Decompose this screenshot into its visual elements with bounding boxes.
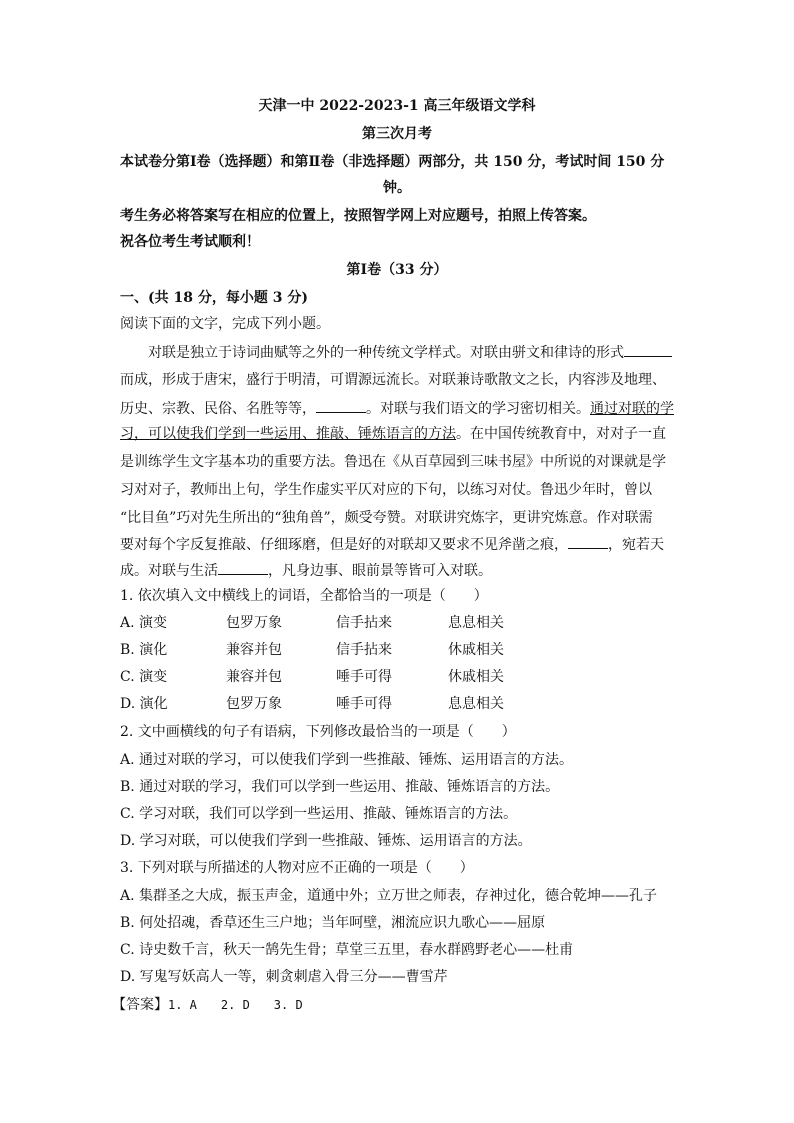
section-heading: 一、(共 18 分，每小题 3 分) xyxy=(120,290,308,306)
option-choice: A. 演变 xyxy=(120,615,168,631)
passage-line-4 xyxy=(120,424,666,444)
notice-line: 考生务必将答案写在相应的位置上，按照智学网上对应题号，拍照上传答案。 xyxy=(120,208,596,224)
question-3-option-b: B. 何处招魂，香草还生三户地；当年呵壁，湘流应识九歌心——屈原 xyxy=(120,915,546,931)
question-2-option-a: A. 通过对联的学习，可以使我们学到一些推敲、锤炼、运用语言的方法。 xyxy=(120,752,574,768)
option-word: 包罗万象 xyxy=(226,615,282,631)
answer-label: 【答案】 xyxy=(112,997,168,1013)
question-2-option-d: D. 学习对联，可以使我们学到一些推敲、锤炼、运用语言的方法。 xyxy=(120,833,532,849)
option-word: 包罗万象 xyxy=(226,696,282,712)
underlined-sentence-part-1: 通过对联的学 xyxy=(590,401,674,417)
question-1-stem: 1. 依次填入文中横线上的词语，全都恰当的一项是（ ） xyxy=(120,588,488,604)
question-2-stem: 2. 文中画横线的句子有语病，下列修改最恰当的一项是（ ） xyxy=(120,724,516,740)
passage-line-6: 习对对子，教师出上句，学生作虚实平仄对应的下句，以练习对仗。鲁迅少年时，曾以 xyxy=(120,482,652,498)
passage-text: 成。对联与生活 xyxy=(120,563,218,579)
answer-values: 1. A 2. D 3. D xyxy=(168,998,303,1012)
intro-line-2: 钟。 xyxy=(383,180,411,196)
option-word: 信手拈来 xyxy=(336,642,392,658)
passage-line-5: 是训练学生文字基本功的重要方法。鲁迅在《从百草园到三味书屋》中所说的对课就是学 xyxy=(120,454,666,470)
exam-subtitle: 第三次月考 xyxy=(362,126,432,142)
question-3-option-a: A. 集群圣之大成，振玉声金，道通中外；立万世之师表，存神过化，德合乾坤——孔子 xyxy=(120,888,658,904)
passage-text: 对联是独立于诗词曲赋等之外的一种传统文学样式。对联由骈文和律诗的形式 xyxy=(148,345,624,361)
passage-line-2: 而成，形成于唐宋，盛行于明清，可谓源远流长。对联兼诗歌散文之长，内容涉及地理、 xyxy=(120,372,666,388)
underlined-sentence-part-2: 习，可以使我们学到一些运用、推敲、锤炼语言的方法 xyxy=(120,426,456,442)
option-word: 兼容并包 xyxy=(226,642,282,658)
option-word: 唾手可得 xyxy=(336,669,392,685)
reading-instruction: 阅读下面的文字，完成下列小题。 xyxy=(120,316,330,332)
passage-line-3 xyxy=(120,398,674,419)
fill-blank-2 xyxy=(316,398,366,413)
fill-blank-3 xyxy=(568,534,608,549)
exam-title: 天津一中 2022-2023-1 高三年级语文学科 xyxy=(258,98,536,114)
intro-line-1: 本试卷分第Ⅰ卷（选择题）和第Ⅱ卷（非选择题）两部分，共 150 分，考试时间 150 分 xyxy=(120,154,665,170)
option-choice: B. 演化 xyxy=(120,642,168,658)
option-word: 唾手可得 xyxy=(336,696,392,712)
option-word: 休戚相关 xyxy=(448,642,504,658)
option-choice: C. 演变 xyxy=(120,669,168,685)
passage-text: 。在中国传统教育中，对对子一直 xyxy=(456,426,666,442)
passage-text: ，凡身边事、眼前景等皆可入对联。 xyxy=(268,563,492,579)
question-2-option-c: C. 学习对联，我们可以学到一些运用、推敲、锤炼语言的方法。 xyxy=(120,806,518,822)
passage-text: ，宛若天 xyxy=(608,537,664,553)
fill-blank-1 xyxy=(624,342,672,357)
passage-text: 要对每个字反复推敲、仔细琢磨，但是好的对联却又要求不见斧凿之痕， xyxy=(120,537,568,553)
fill-blank-4 xyxy=(218,560,268,575)
passage-line-1 xyxy=(148,342,672,363)
passage-text: 历史、宗教、民俗、名胜等等， xyxy=(120,401,316,417)
passage-line-9 xyxy=(120,560,492,581)
passage-line-7: “比目鱼”巧对先生所出的“独角兽”，颇受夸赞。对联讲究炼字，更讲究炼意。作对联需 xyxy=(120,510,653,526)
question-3-option-c: C. 诗史数千言，秋天一鹄先生骨；草堂三五里，春水群鸥野老心——杜甫 xyxy=(120,942,574,958)
passage-line-8 xyxy=(120,534,664,555)
option-word: 休戚相关 xyxy=(448,669,504,685)
answer-line xyxy=(112,995,303,1015)
option-word: 兼容并包 xyxy=(226,669,282,685)
question-3-option-d: D. 写鬼写妖高人一等，刺贪刺虐入骨三分——曹雪芹 xyxy=(120,969,448,985)
question-3-stem: 3. 下列对联与所描述的人物对应不正确的一项是（ ） xyxy=(120,860,474,876)
option-choice: D. 演化 xyxy=(120,696,168,712)
part-heading: 第Ⅰ卷（33 分） xyxy=(346,262,448,278)
option-word: 息息相关 xyxy=(448,615,504,631)
wish-line: 祝各位考生考试顺利！ xyxy=(120,234,260,250)
question-2-option-b: B. 通过对联的学习，我们可以学到一些运用、推敲、锤炼语言的方法。 xyxy=(120,779,560,795)
option-word: 息息相关 xyxy=(448,696,504,712)
option-word: 信手拈来 xyxy=(336,615,392,631)
passage-text: 。对联与我们语文的学习密切相关。 xyxy=(366,401,590,417)
